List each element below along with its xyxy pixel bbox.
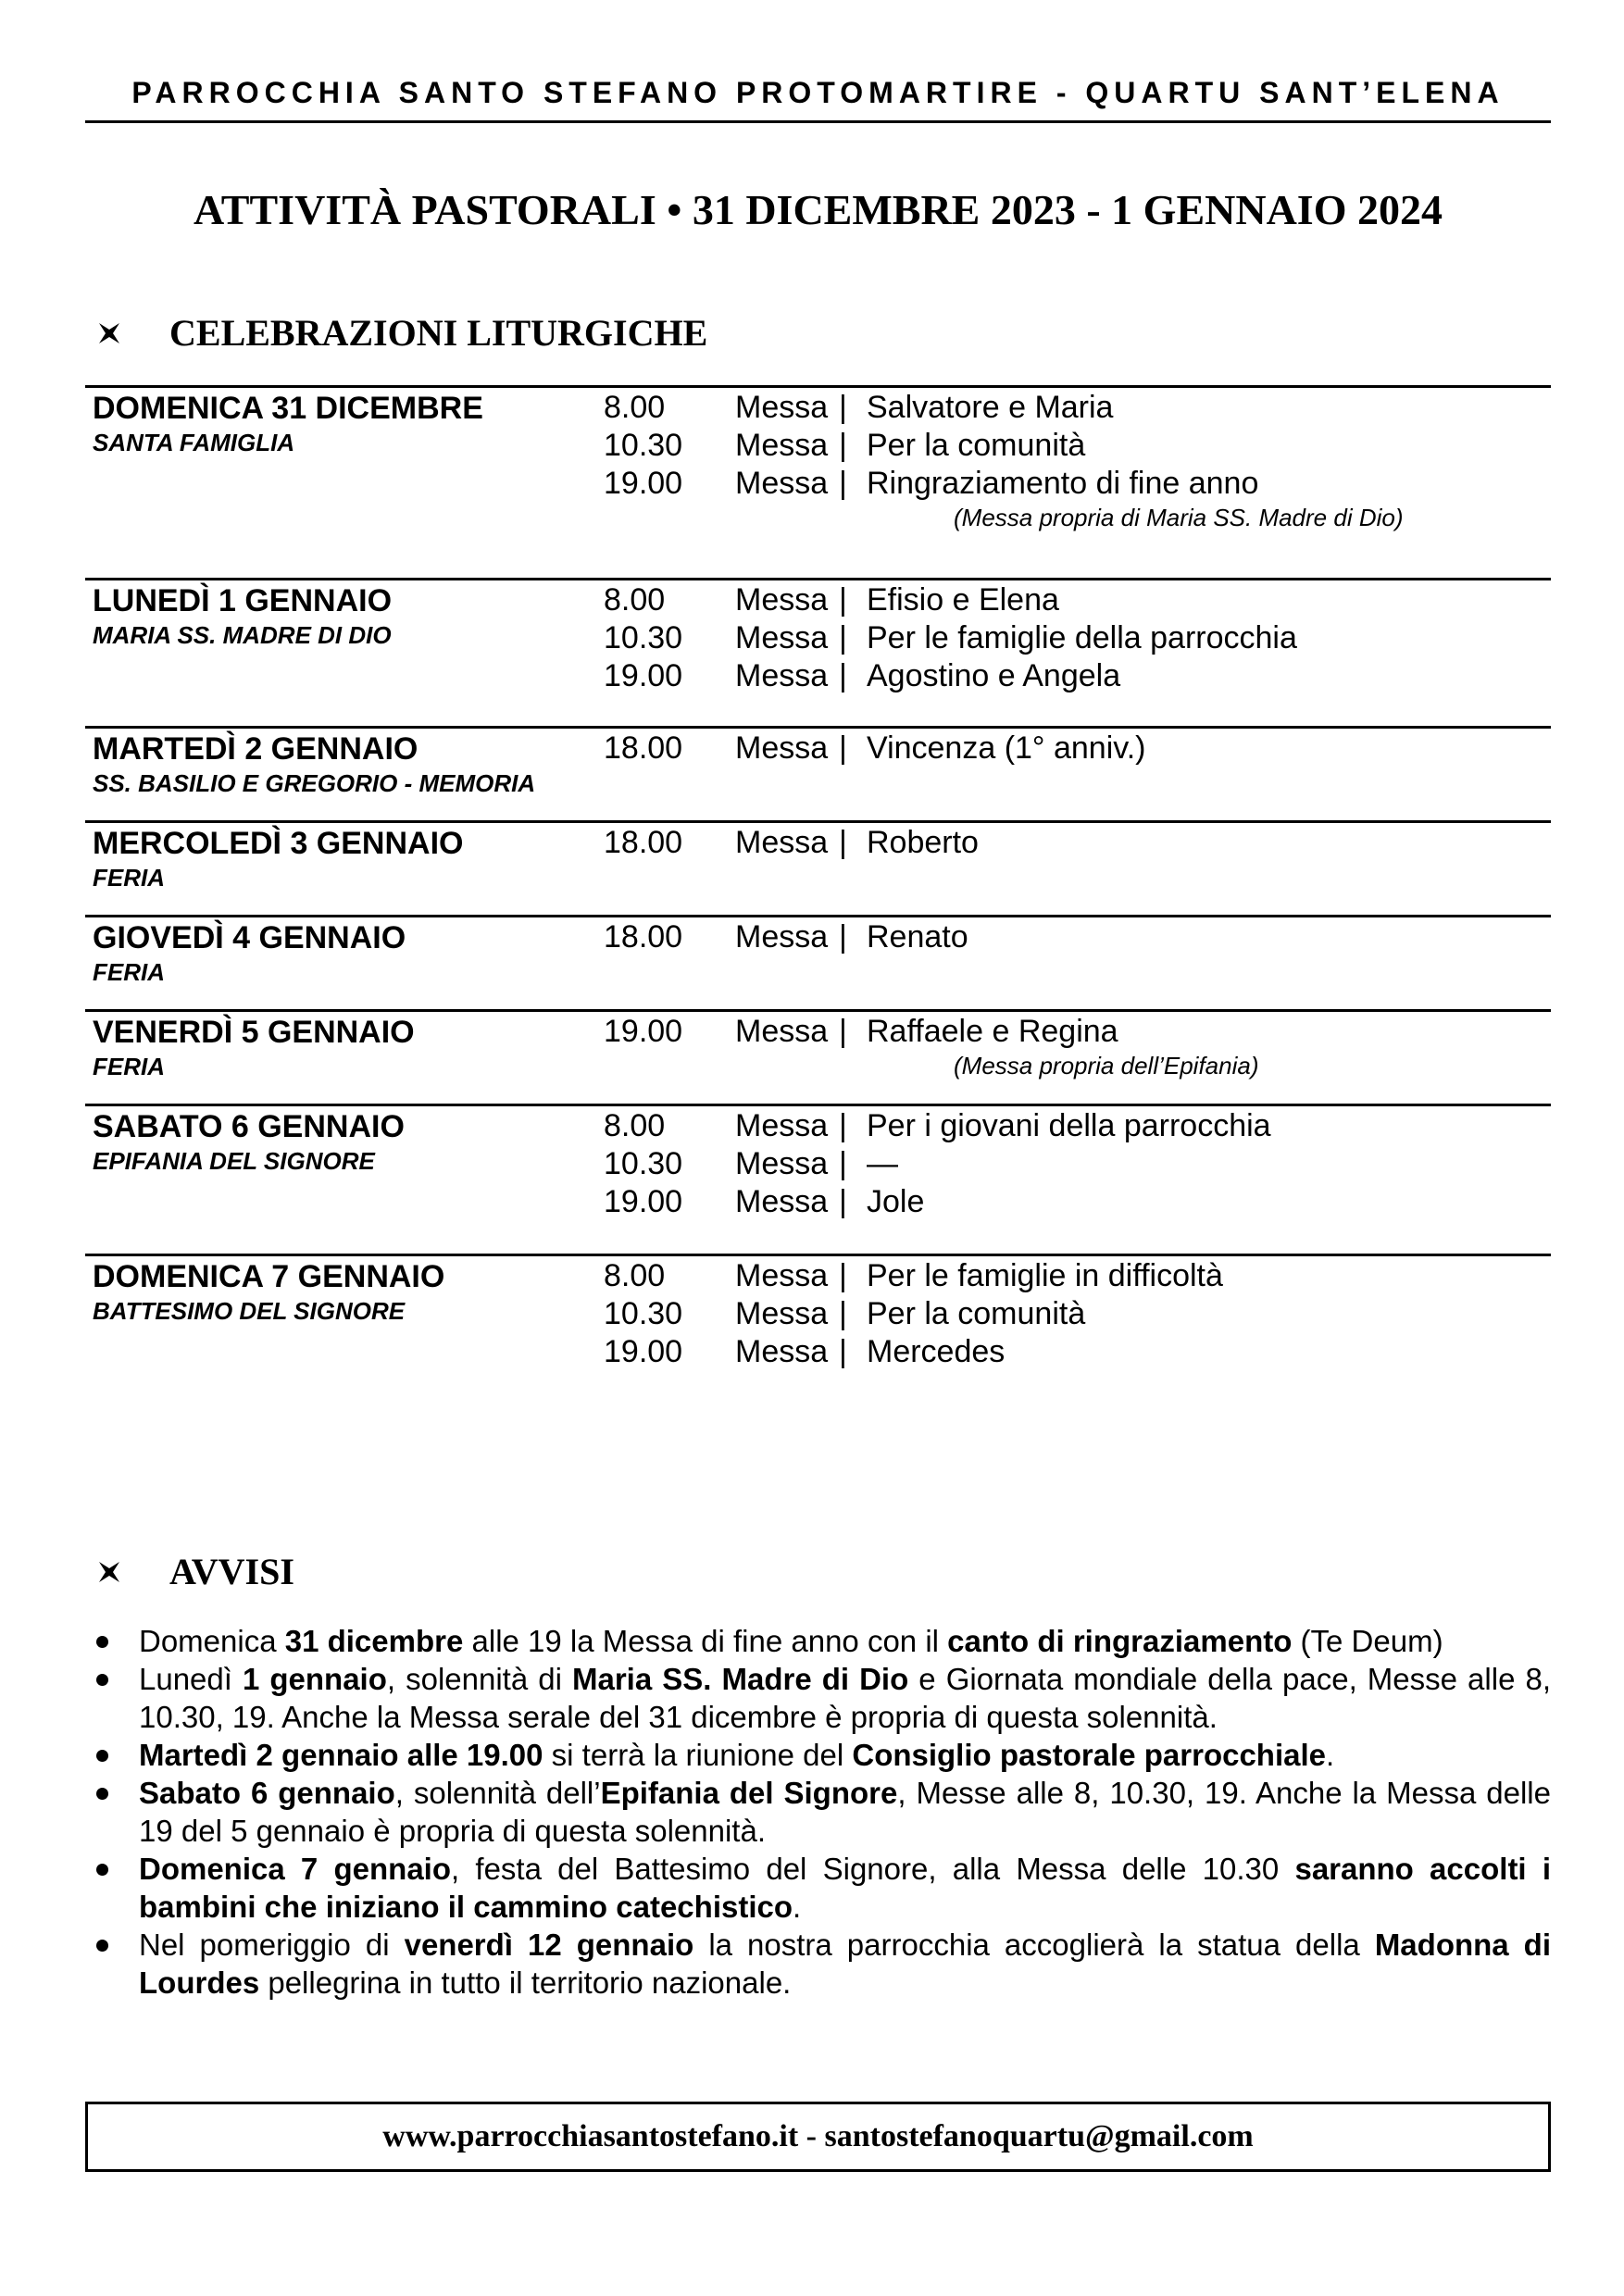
- mass-row: [604, 730, 1530, 767]
- mass-time: 19.00: [604, 1184, 683, 1219]
- day-block: [85, 1254, 1551, 1369]
- avviso-item: [93, 1622, 1551, 1660]
- mass-row: [604, 427, 1530, 465]
- day-name: DOMENICA 31 DICEMBRE: [93, 391, 483, 426]
- mass-time: 8.00: [604, 582, 666, 618]
- mass-kind: Messa: [735, 620, 829, 655]
- avviso-text: , Messe alle 8, 10.30, 19. Anche la Messa delle 19 del 5 gennaio è propria di questa solennità.: [139, 1776, 1551, 1848]
- avviso-text: si terrà la riunione del: [543, 1738, 853, 1772]
- day-liturgical-title: MARIA SS. MADRE DI DIO: [93, 621, 392, 649]
- mass-intention: Per le famiglie della parrocchia: [867, 620, 1297, 655]
- mass-time: 10.30: [604, 428, 683, 463]
- mass-separator: |: [839, 1296, 847, 1331]
- avviso-highlight: Madonna di Lourdes: [139, 1928, 1552, 2000]
- mass-list: [604, 824, 1530, 862]
- page-title: ATTIVITÀ PASTORALI • 31 DICEMBRE 2023 - 1 GENNAIO 2024: [194, 186, 1443, 233]
- avviso-text: , solennità di: [386, 1662, 572, 1696]
- mass-intention: Roberto: [867, 825, 979, 860]
- avviso-highlight: canto di ringraziamento: [947, 1624, 1293, 1658]
- avviso-item: [93, 1850, 1551, 1926]
- avviso-highlight: 1 gennaio: [242, 1662, 387, 1696]
- mass-separator: |: [839, 620, 847, 655]
- day-name: SABATO 6 GENNAIO: [93, 1109, 405, 1144]
- mass-time: 18.00: [604, 919, 683, 955]
- mass-row: [604, 1145, 1530, 1183]
- mass-kind: Messa: [735, 582, 829, 618]
- bullet-icon: [96, 1750, 108, 1762]
- mass-list: [604, 730, 1530, 767]
- day-name: MARTEDÌ 2 GENNAIO: [93, 731, 418, 767]
- mass-kind: Messa: [735, 658, 829, 693]
- avvisi-list: [93, 1622, 1551, 2002]
- mass-list: [604, 581, 1530, 695]
- mass-row: [604, 1107, 1530, 1145]
- mass-row: [604, 1333, 1530, 1371]
- avviso-highlight: Consiglio pastorale parrocchiale: [852, 1738, 1327, 1772]
- mass-time: 19.00: [604, 1014, 683, 1049]
- day-block: [85, 1104, 1551, 1219]
- mass-intention: Efisio e Elena: [867, 582, 1059, 618]
- mass-time: 18.00: [604, 825, 683, 860]
- day-name: DOMENICA 7 GENNAIO: [93, 1259, 445, 1294]
- avviso-highlight: 31 dicembre: [284, 1624, 464, 1658]
- day-liturgical-title: SANTA FAMIGLIA: [93, 429, 295, 456]
- mass-kind: Messa: [735, 1334, 829, 1369]
- mass-intention: Agostino e Angela: [867, 658, 1121, 693]
- mass-list: [604, 1257, 1530, 1371]
- avviso-highlight: Sabato 6 gennaio: [139, 1776, 395, 1810]
- mass-kind: Messa: [735, 1296, 829, 1331]
- day-block: [85, 1009, 1551, 1080]
- mass-separator: |: [839, 730, 847, 766]
- day-liturgical-title: FERIA: [93, 958, 165, 986]
- mass-separator: |: [839, 1146, 847, 1181]
- mass-row: [604, 824, 1530, 862]
- mass-kind: Messa: [735, 730, 829, 766]
- mass-time: 19.00: [604, 1334, 683, 1369]
- mass-row: [604, 581, 1530, 619]
- day-name: VENERDÌ 5 GENNAIO: [93, 1015, 415, 1050]
- avviso-text: la nostra parrocchia accoglierà la statua della: [693, 1928, 1375, 1962]
- fleuron-icon: [97, 321, 121, 345]
- day-block: [85, 385, 1551, 531]
- bullet-icon: [96, 1674, 108, 1686]
- mass-intention: Per i giovani della parrocchia: [867, 1108, 1271, 1143]
- day-liturgical-title: FERIA: [93, 1053, 165, 1080]
- mass-intention: Salvatore e Maria: [867, 390, 1114, 425]
- avviso-text: (Te Deum): [1292, 1624, 1443, 1658]
- mass-time: 10.30: [604, 1296, 683, 1331]
- mass-list: [604, 1013, 1530, 1080]
- mass-time: 10.30: [604, 620, 683, 655]
- mass-row: [604, 1183, 1530, 1221]
- mass-kind: Messa: [735, 919, 829, 955]
- mass-separator: |: [839, 919, 847, 955]
- avviso-text: , festa del Battesimo del Signore, alla Messa delle 10.30: [451, 1852, 1295, 1886]
- avviso-text: e Giornata mondiale della pace, Messe alle 8, 10.30, 19. Anche la Messa serale del 31 dicembre è propria di questa solennità.: [139, 1662, 1551, 1734]
- mass-intention: Vincenza (1° anniv.): [867, 730, 1146, 766]
- mass-kind: Messa: [735, 1108, 829, 1143]
- avviso-text: Lunedì: [139, 1662, 243, 1696]
- avviso-text: .: [793, 1890, 802, 1924]
- mass-separator: |: [839, 466, 847, 501]
- parish-header: PARROCCHIA SANTO STEFANO PROTOMARTIRE - QUARTU SANT’ELENA: [131, 76, 1505, 109]
- mass-kind: Messa: [735, 1146, 829, 1181]
- mass-separator: |: [839, 1334, 847, 1369]
- mass-intention: Ringraziamento di fine anno: [867, 466, 1259, 501]
- header-rule: [85, 120, 1551, 123]
- mass-row: [604, 657, 1530, 695]
- avviso-item: [93, 1660, 1551, 1736]
- mass-separator: |: [839, 1014, 847, 1049]
- mass-separator: |: [839, 582, 847, 618]
- avviso-highlight: saranno accolti i bambini che iniziano il cammino catechistico: [139, 1852, 1551, 1924]
- day-name: MERCOLEDÌ 3 GENNAIO: [93, 826, 464, 861]
- mass-list: [604, 389, 1530, 532]
- mass-intention: Renato: [867, 919, 968, 955]
- mass-kind: Messa: [735, 825, 829, 860]
- day-block: [85, 578, 1551, 693]
- mass-row: [604, 1257, 1530, 1295]
- fleuron-icon: [97, 1560, 121, 1584]
- avviso-highlight: Martedì 2 gennaio alle 19.00: [139, 1738, 543, 1772]
- mass-intention: Jole: [867, 1184, 925, 1219]
- mass-list: [604, 918, 1530, 956]
- bullet-icon: [96, 1788, 108, 1800]
- mass-separator: |: [839, 1258, 847, 1293]
- mass-row: [604, 389, 1530, 427]
- mass-kind: Messa: [735, 428, 829, 463]
- avviso-text: Nel pomeriggio di: [139, 1928, 405, 1962]
- avviso-highlight: Domenica 7 gennaio: [139, 1852, 452, 1886]
- mass-kind: Messa: [735, 1184, 829, 1219]
- mass-row: [604, 619, 1530, 657]
- mass-time: 19.00: [604, 658, 683, 693]
- avviso-item: [93, 1774, 1551, 1850]
- bullet-icon: [96, 1864, 108, 1876]
- mass-kind: Messa: [735, 390, 829, 425]
- mass-time: 19.00: [604, 466, 683, 501]
- mass-note: (Messa propria di Maria SS. Madre di Dio): [954, 504, 1404, 531]
- avviso-item: [93, 1736, 1551, 1774]
- day-name: GIOVEDÌ 4 GENNAIO: [93, 920, 406, 955]
- avviso-text: , solennità dell’: [394, 1776, 601, 1810]
- mass-intention: Mercedes: [867, 1334, 1006, 1369]
- day-block: [85, 820, 1551, 892]
- mass-row: [604, 465, 1530, 503]
- mass-time: 8.00: [604, 1108, 666, 1143]
- mass-kind: Messa: [735, 1014, 829, 1049]
- day-block: [85, 915, 1551, 986]
- section-celebrazioni-label: CELEBRAZIONI LITURGICHE: [169, 312, 708, 354]
- avviso-text: Domenica: [139, 1624, 285, 1658]
- mass-time: 18.00: [604, 730, 683, 766]
- mass-separator: |: [839, 428, 847, 463]
- bullet-icon: [96, 1636, 108, 1648]
- mass-separator: |: [839, 825, 847, 860]
- avviso-text: .: [1326, 1738, 1335, 1772]
- mass-kind: Messa: [735, 466, 829, 501]
- avviso-text: alle 19 la Messa di fine anno con il: [463, 1624, 948, 1658]
- mass-intention: —: [867, 1146, 898, 1181]
- bullet-icon: [96, 1940, 108, 1952]
- avviso-highlight: venerdì 12 gennaio: [404, 1928, 694, 1962]
- section-avvisi-label: AVVISI: [169, 1551, 294, 1592]
- mass-time: 8.00: [604, 390, 666, 425]
- day-liturgical-title: EPIFANIA DEL SIGNORE: [93, 1147, 375, 1175]
- mass-intention: Raffaele e Regina: [867, 1014, 1118, 1049]
- mass-separator: |: [839, 390, 847, 425]
- day-liturgical-title: BATTESIMO DEL SIGNORE: [93, 1297, 406, 1325]
- mass-kind: Messa: [735, 1258, 829, 1293]
- day-block: [85, 726, 1551, 797]
- mass-intention: Per la comunità: [867, 1296, 1086, 1331]
- mass-row: [604, 1295, 1530, 1333]
- mass-separator: |: [839, 658, 847, 693]
- avviso-text: pellegrina in tutto il territorio nazionale.: [259, 1965, 792, 2000]
- mass-time: 10.30: [604, 1146, 683, 1181]
- mass-separator: |: [839, 1108, 847, 1143]
- section-avvisi-heading: [97, 1550, 294, 1593]
- contact-footer: www.parrocchiasantostefano.it - santostefanoquartu@gmail.com: [85, 2102, 1551, 2172]
- avviso-highlight: Maria SS. Madre di Dio: [571, 1662, 909, 1696]
- day-name: LUNEDÌ 1 GENNAIO: [93, 583, 393, 618]
- day-liturgical-title: SS. BASILIO E GREGORIO - MEMORIA: [93, 769, 536, 797]
- mass-intention: Per le famiglie in difficoltà: [867, 1258, 1223, 1293]
- mass-intention: Per la comunità: [867, 428, 1086, 463]
- day-liturgical-title: FERIA: [93, 864, 165, 892]
- mass-time: 8.00: [604, 1258, 666, 1293]
- avviso-highlight: Epifania del Signore: [600, 1776, 898, 1810]
- mass-list: [604, 1107, 1530, 1221]
- mass-row: [604, 1013, 1530, 1051]
- mass-separator: |: [839, 1184, 847, 1219]
- mass-row: [604, 918, 1530, 956]
- mass-note: (Messa propria dell’Epifania): [954, 1052, 1259, 1079]
- section-celebrazioni-heading: [97, 311, 707, 355]
- avviso-item: [93, 1926, 1551, 2002]
